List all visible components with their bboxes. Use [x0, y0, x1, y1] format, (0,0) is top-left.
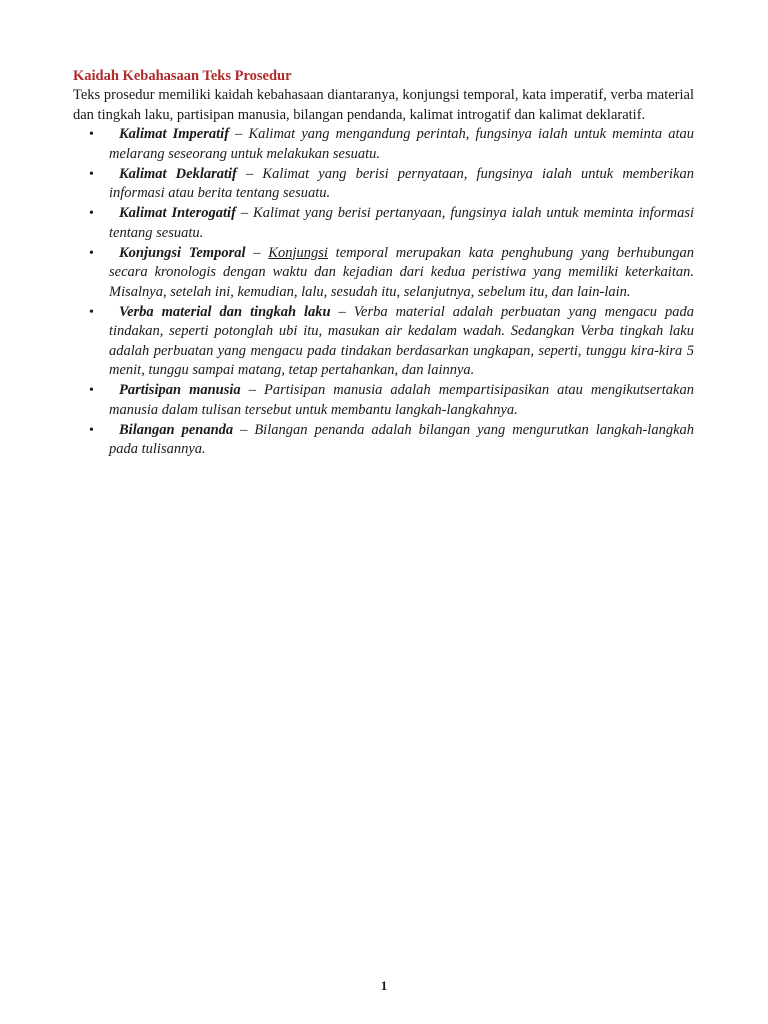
item-separator: – — [235, 205, 254, 221]
item-separator: – — [236, 165, 263, 182]
item-separator: – — [330, 303, 354, 320]
item-description: temporal merupakan kata penghubung yang berhubungan secara kronologis dengan waktu dan kejadian dari kedua peristiwa yang memiliki keterkaitan. Misalnya, setelah ini, kemudian, lalu, sesudah itu, selanjutnya, sebelum itu, dan lain-lain. — [109, 244, 694, 300]
bullet-icon: • — [89, 304, 94, 320]
item-description: Kalimat yang mengandung perintah, fungsinya ialah untuk meminta atau melarang seseorang untuk melakukan sesuatu. — [109, 126, 694, 162]
list-item — [73, 381, 694, 420]
konjungsi-link[interactable]: Konjungsi — [268, 244, 328, 261]
bullet-icon: • — [89, 127, 94, 142]
item-separator: – — [229, 126, 249, 142]
item-description: Bilangan penanda adalah bilangan yang mengurutkan langkah-langkah pada tulisannya. — [109, 421, 695, 457]
bullet-icon: • — [89, 383, 94, 398]
item-description: Partisipan manusia adalah mempartisipasikan atau mengikutsertakan manusia dalam tulisan tersebut untuk membantu langkah-langkahnya. — [109, 382, 694, 418]
list-item — [73, 421, 694, 460]
list-item — [73, 244, 694, 303]
page-number: 1 — [380, 978, 388, 993]
list-item — [73, 165, 694, 204]
bullet-icon: • — [89, 422, 94, 438]
item-term: Kalimat Deklaratif — [119, 165, 237, 182]
item-term: Kalimat Imperatif — [119, 126, 230, 142]
item-term: Verba material dan tingkah laku — [119, 303, 331, 320]
item-term: Konjungsi Temporal — [119, 244, 246, 261]
bullet-icon: • — [89, 245, 94, 261]
item-description: Verba material adalah perbuatan yang mengacu pada tindakan, seperti potonglah ubi itu, masukan air kedalam wadah. Sedangkan Verba tingkah laku adalah perbuatan yang mengacu pada tindakan berdasarkan ungkapan, seperti, tunggu kira-kira 5 menit, tunggu sampai matang, tetap pertahankan, dan lainnya. — [109, 303, 694, 378]
item-term: Bilangan penanda — [119, 421, 234, 438]
intro-paragraph: Teks prosedur memiliki kaidah kebahasaan diantaranya, konjungsi temporal, kata imperatif, verba material dan tingkah laku, partisipan manusia, bilangan pendanda, kalimat introgatif dan kalimat deklaratif. — [73, 87, 694, 123]
item-term: Kalimat Interogatif — [119, 205, 236, 221]
list-item — [73, 303, 694, 381]
section-heading: Kaidah Kebahasaan Teks Prosedur — [73, 68, 292, 84]
bullet-icon: • — [89, 206, 94, 221]
bullet-icon: • — [89, 166, 94, 182]
item-description: Kalimat yang berisi pertanyaan, fungsinya ialah untuk meminta informasi tentang sesuatu. — [109, 205, 694, 241]
item-separator: – — [240, 382, 264, 398]
item-separator: – — [245, 244, 269, 261]
rules-list — [73, 125, 694, 460]
item-separator: – — [233, 421, 255, 438]
item-description: Kalimat yang berisi pernyataan, fungsinya ialah untuk memberikan informasi atau berita tentang sesuatu. — [109, 165, 695, 201]
list-item — [73, 125, 694, 164]
list-item — [73, 204, 694, 243]
item-term: Partisipan manusia — [119, 382, 241, 398]
document-body — [73, 66, 694, 460]
